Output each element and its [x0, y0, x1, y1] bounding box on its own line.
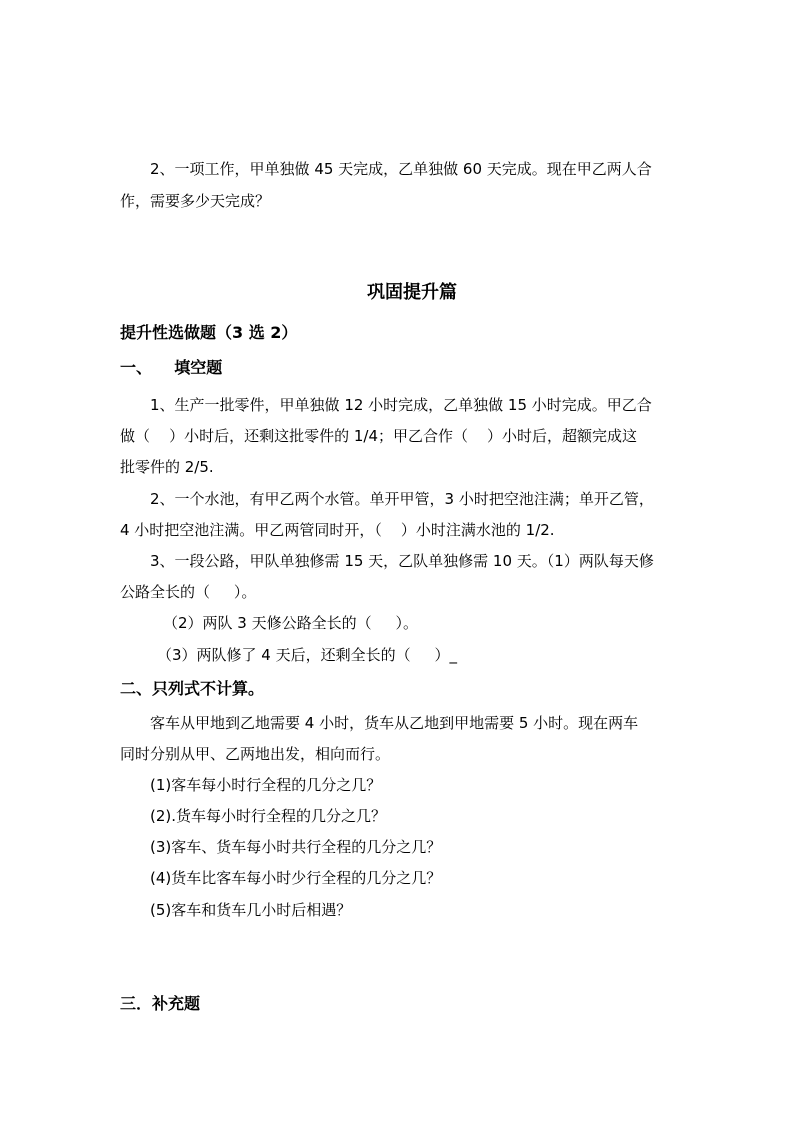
part-2-item-2: (2).货车每小时行全程的几分之几？ [150, 807, 387, 825]
section-title: 巩固提升篇 [367, 282, 457, 303]
part-2-heading: 二、只列式不计算。 [120, 679, 265, 698]
part-1-q1-line-2: 做（ ）小时后，还剩这批零件的 1/4；甲乙合作（ ）小时后，超额完成这 [120, 427, 638, 445]
part-1-q1-line-1: 1、生产一批零件，甲单独做 12 小时完成，乙单独做 15 小时完成。甲乙合 [150, 396, 652, 414]
part-1-q3-line-4: （3）两队修了 4 天后，还剩全长的（ ）_ [157, 646, 457, 664]
part-1-q2-line-1: 2、一个水池，有甲乙两个水管。单开甲管，3 小时把空池注满；单开乙管， [150, 490, 654, 508]
part-2-item-4: (4)货车比客车每小时少行全程的几分之几？ [150, 869, 442, 887]
part-1-q1-line-3: 批零件的 2/5. [120, 458, 214, 476]
part-1-q2-line-2: 4 小时把空池注满。甲乙两管同时开，（ ）小时注满水池的 1/2. [120, 521, 555, 539]
part-1-q3-line-2: 公路全长的（ ）。 [120, 583, 257, 601]
part-2-intro-line-1: 客车从甲地到乙地需要 4 小时，货车从乙地到甲地需要 5 小时。现在两车 [150, 714, 639, 732]
part-2-item-3: (3)客车、货车每小时共行全程的几分之几？ [150, 838, 442, 856]
part-2-intro-line-2: 同时分别从甲、乙两地出发，相向而行。 [120, 745, 391, 763]
problem-2-line-2: 作，需要多少天完成？ [120, 192, 271, 210]
part-2-item-1: (1)客车每小时行全程的几分之几？ [150, 776, 382, 794]
problem-2-line-1: 2、一项工作，甲单独做 45 天完成，乙单独做 60 天完成。现在甲乙两人合 [150, 160, 652, 178]
part-3-heading: 三．补充题 [120, 994, 201, 1013]
part-2-item-5: (5)客车和货车几小时后相遇？ [150, 901, 352, 919]
optional-heading: 提升性选做题（3 选 2） [120, 323, 298, 342]
part-1-heading: 一、 填空题 [120, 358, 223, 377]
part-1-q3-line-3: （2）两队 3 天修公路全长的（ ）。 [163, 614, 418, 632]
part-1-q3-line-1: 3、一段公路，甲队单独修需 15 天，乙队单独修需 10 天。（1）两队每天修 [150, 552, 654, 570]
